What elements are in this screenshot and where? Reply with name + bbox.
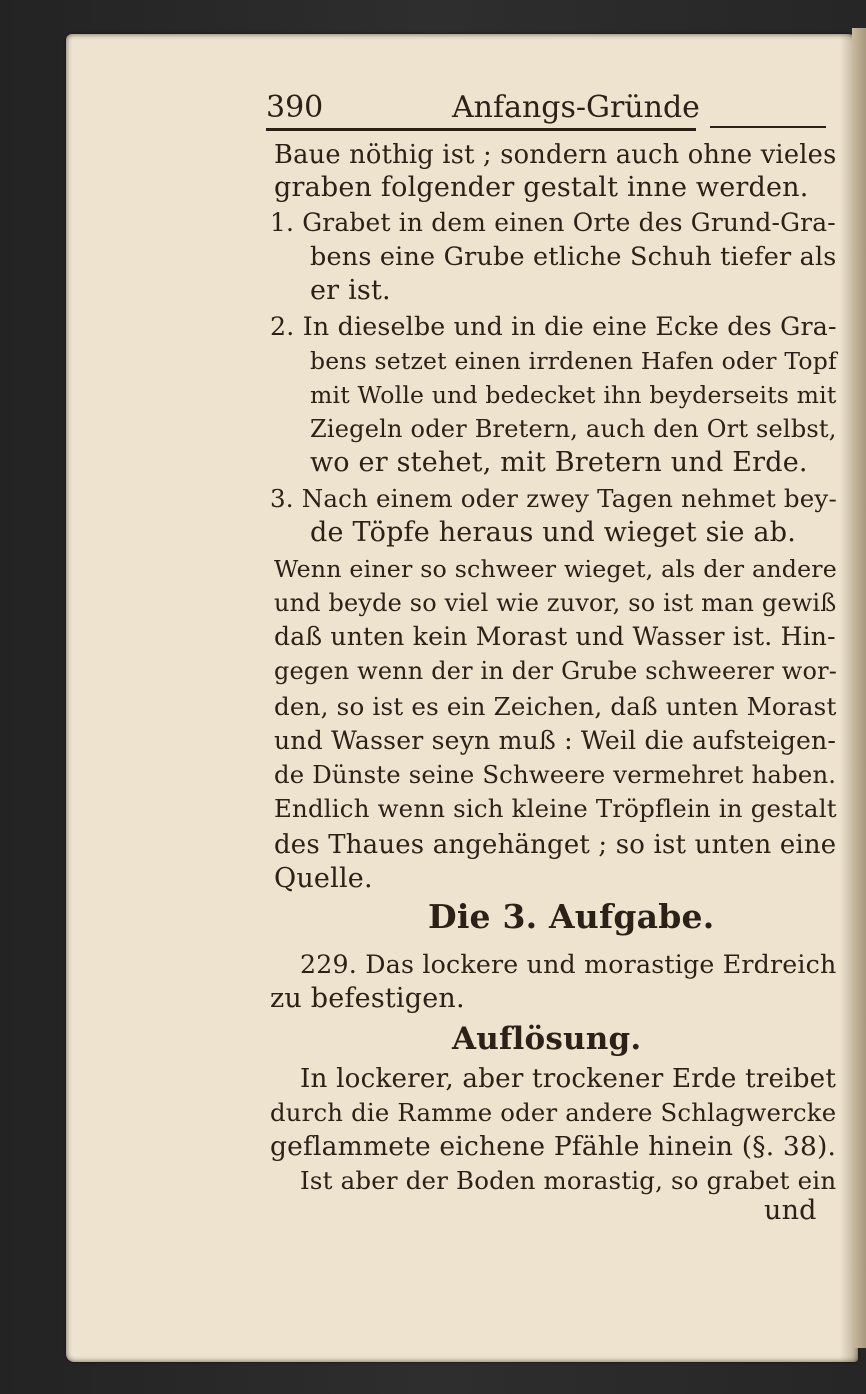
text-line: er ist. bbox=[310, 275, 391, 306]
text-line: 1. Grabet in dem einen Orte des Grund-Gra- bbox=[270, 208, 836, 237]
text-line: Wenn einer so schweer wieget, als der andere bbox=[274, 555, 837, 583]
text-line: Ziegeln oder Bretern, auch den Ort selbst, bbox=[310, 415, 837, 443]
text-line: Baue nöthig ist ; sondern auch ohne vieles bbox=[274, 140, 837, 170]
text-line: gegen wenn der in der Grube schweerer wor- bbox=[274, 657, 838, 685]
solution-line: Ist aber der Boden morastig, so grabet ein bbox=[300, 1166, 837, 1195]
text-line: den, so ist es ein Zeichen, daß unten Morast bbox=[274, 692, 837, 721]
solution-line: geflammete eichene Pfähle hinein (§. 38). bbox=[270, 1131, 837, 1162]
solution-line: In lockerer, aber trockener Erde treibet bbox=[300, 1064, 837, 1094]
text-line: graben folgender gestalt inne werden. bbox=[274, 172, 809, 203]
text-line: Quelle. bbox=[274, 863, 373, 894]
text-line: 2. In dieselbe und in die eine Ecke des Gra- bbox=[270, 312, 837, 341]
section-heading: Die 3. Aufgabe. bbox=[428, 897, 715, 936]
text-line: de Töpfe heraus und wieget sie ab. bbox=[310, 517, 796, 548]
page-edge bbox=[852, 28, 866, 1348]
page-header bbox=[266, 86, 826, 130]
text-line: Endlich wenn sich kleine Tröpflein in gestalt bbox=[274, 794, 837, 823]
text-line: de Dünste seine Schweere vermehret haben. bbox=[274, 760, 837, 789]
text-line: daß unten kein Morast und Wasser ist. Hin- bbox=[274, 622, 836, 651]
solution-heading: Auflösung. bbox=[452, 1021, 642, 1057]
page-number: 390 bbox=[266, 90, 324, 125]
task-line: zu befestigen. bbox=[270, 983, 465, 1014]
task-line: 229. Das lockere und morastige Erdreich bbox=[300, 950, 837, 979]
text-line: bens eine Grube etliche Schuh tiefer als bbox=[310, 242, 837, 272]
text-line: bens setzet einen irrdenen Hafen oder Topf bbox=[310, 347, 837, 375]
text-line: und Wasser seyn muß : Weil die aufsteigen- bbox=[274, 726, 837, 755]
text-line: des Thaues angehänget ; so ist unten eine bbox=[274, 830, 837, 860]
text-line: 3. Nach einem oder zwey Tagen nehmet bey- bbox=[270, 484, 837, 513]
catchword: und bbox=[764, 1195, 817, 1226]
header-rule-short bbox=[710, 126, 826, 128]
text-line: und beyde so viel wie zuvor, so ist man gewiß bbox=[274, 589, 837, 617]
solution-line: durch die Ramme oder andere Schlagwercke bbox=[270, 1098, 837, 1127]
header-rule bbox=[266, 128, 696, 131]
running-title: Anfangs-Gründe bbox=[452, 90, 700, 125]
text-line: wo er stehet, mit Bretern und Erde. bbox=[310, 447, 808, 478]
text-line: mit Wolle und bedecket ihn beyderseits mit bbox=[310, 381, 837, 409]
